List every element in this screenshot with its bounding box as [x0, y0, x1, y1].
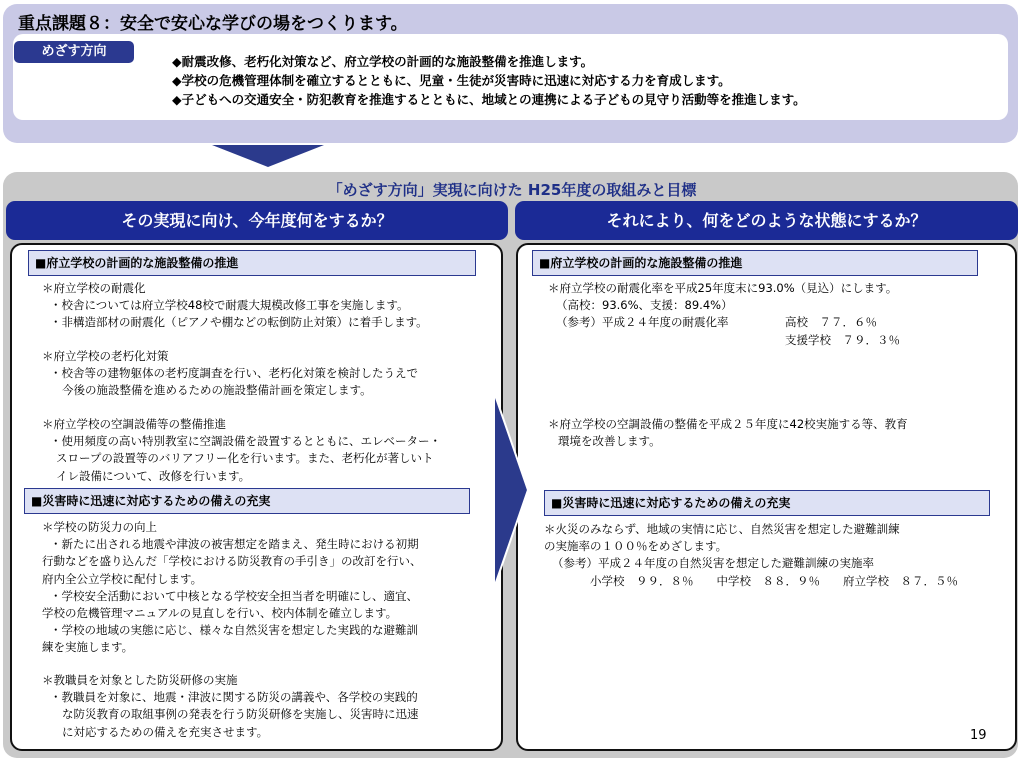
item-value: 小学校 ９９．８％ 中学校 ８８．９％ 府立学校 ８７．５％ — [590, 573, 958, 588]
item-line: 学校の危機管理マニュアルの見直しを行い、校内体制を確立します。 — [42, 606, 398, 621]
item-line: ・新たに出される地震や津波の被害想定を踏まえ、発生時における初期 — [50, 537, 419, 552]
item-value: 支援学校 ７９．３％ — [785, 332, 900, 347]
item-heading: ＊府立学校の老朽化対策 — [42, 349, 169, 363]
right-subhead-disaster: ■災害時に迅速に対応するための備えの充実 — [544, 490, 990, 516]
left-subhead-facilities: ■府立学校の計画的な施設整備の推進 — [28, 250, 476, 276]
item-heading: ＊府立学校の耐震化率を平成25年度末に93.0%（見込）にします。 — [548, 281, 898, 295]
item-line: ・学校安全活動において中核となる学校安全担当者を明確にし、適宜、 — [50, 588, 418, 603]
right-subhead-facilities: ■府立学校の計画的な施設整備の推進 — [532, 250, 978, 276]
left-block-seismic — [42, 280, 428, 332]
left-block-school-safety — [42, 519, 422, 657]
left-block-aging — [42, 348, 418, 400]
item-line: スロープの設置等のバリアフリー化を行います。また、老朽化が著しいト — [56, 451, 434, 466]
item-line: （参考）平成２４年度の耐震化率 — [556, 315, 729, 330]
left-column-header: その実現に向け、今年度何をするか？ — [6, 201, 508, 240]
item-line: ・非構造部材の耐震化（ピアノや棚などの転倒防止対策）に着手します。 — [50, 315, 428, 330]
item-heading: ＊府立学校の耐震化 — [42, 281, 146, 295]
item-heading: ＊教職員を対象とした防災研修の実施 — [42, 673, 238, 687]
goal-item: ◆耐震改修、老朽化対策など、府立学校の計画的な施設整備を推進します。 — [172, 54, 594, 69]
left-block-staff-training — [42, 672, 419, 741]
item-heading: ＊府立学校の空調設備の整備を平成２５年度に42校実施する等、教育 — [548, 417, 908, 431]
item-value: 高校 ７７．６％ — [785, 315, 877, 330]
left-subhead-disaster: ■災害時に迅速に対応するための備えの充実 — [24, 488, 470, 514]
item-line: 今後の施設整備を進めるための施設整備計画を策定します。 — [62, 383, 372, 398]
section-title: 「めざす方向」実現に向けた H25年度の取組みと目標 — [327, 181, 697, 199]
item-line: 行動などを盛り込んだ「学校における防災教育の手引き」の改訂を行い、 — [42, 554, 422, 569]
item-line: （参考）平成２４年度の自然災害を想定した避難訓練の実施率 — [552, 556, 874, 571]
left-block-aircon — [42, 416, 441, 485]
right-block-seismic-rate — [548, 280, 900, 349]
item-line: ・使用頻度の高い特別教室に空調設備を設置するとともに、エレベーター・ — [50, 434, 441, 449]
item-line: の実施率の１００％をめざします。 — [544, 539, 728, 554]
item-line: 練を実施します。 — [42, 640, 134, 655]
goal-item: ◆子どもへの交通安全・防犯教育を推進するとともに、地域との連携による子どもの見守り活動等を推進します。 — [172, 92, 806, 107]
item-heading: ＊学校の防災力の向上 — [42, 520, 157, 534]
goal-list — [172, 52, 806, 109]
reference-row — [548, 314, 900, 331]
item-line: 環境を改善します。 — [558, 434, 661, 449]
item-line: な防災教育の取組事例の発表を行う防災研修を実施し、災害時に迅速 — [62, 707, 419, 722]
item-line: ・教職員を対象に、地震・津波に関する防災の講義や、各学校の実践的 — [50, 690, 418, 705]
item-line: に対応するための備えを充実させます。 — [62, 724, 269, 739]
item-heading: ＊火災のみならず、地域の実情に応じ、自然災害を想定した避難訓練 — [544, 522, 900, 536]
right-arrow-icon — [492, 390, 532, 590]
goal-direction-tag: めざす方向 — [14, 41, 134, 63]
item-line: ・校舎等の建物躯体の老朽度調査を行い、老朽化対策を検討したうえで — [50, 366, 418, 381]
item-line: ・校舎については府立学校48校で耐震大規模改修工事を実施します。 — [50, 298, 409, 313]
item-line: イレ設備について、改修を行います。 — [56, 468, 251, 483]
right-block-aircon — [548, 416, 908, 450]
item-line: ・学校の地域の実態に応じ、様々な自然災害を想定した実践的な避難訓 — [50, 623, 418, 638]
right-column-header: それにより、何をどのような状態にするか？ — [515, 201, 1018, 240]
right-block-evacuation — [544, 521, 958, 590]
item-line: （高校：93.6%、支援：89.4%） — [556, 298, 733, 313]
item-heading: ＊府立学校の空調設備等の整備推進 — [42, 417, 226, 431]
item-line: 府内全公立学校に配付します。 — [42, 571, 203, 586]
page-number: 19 — [970, 728, 987, 743]
down-arrow-icon — [212, 145, 324, 167]
page-title: 重点課題８：安全で安心な学びの場をつくります。 — [18, 14, 408, 34]
goal-item: ◆学校の危機管理体制を確立するとともに、児童・生徒が災害時に迅速に対応する力を育成します。 — [172, 73, 731, 88]
